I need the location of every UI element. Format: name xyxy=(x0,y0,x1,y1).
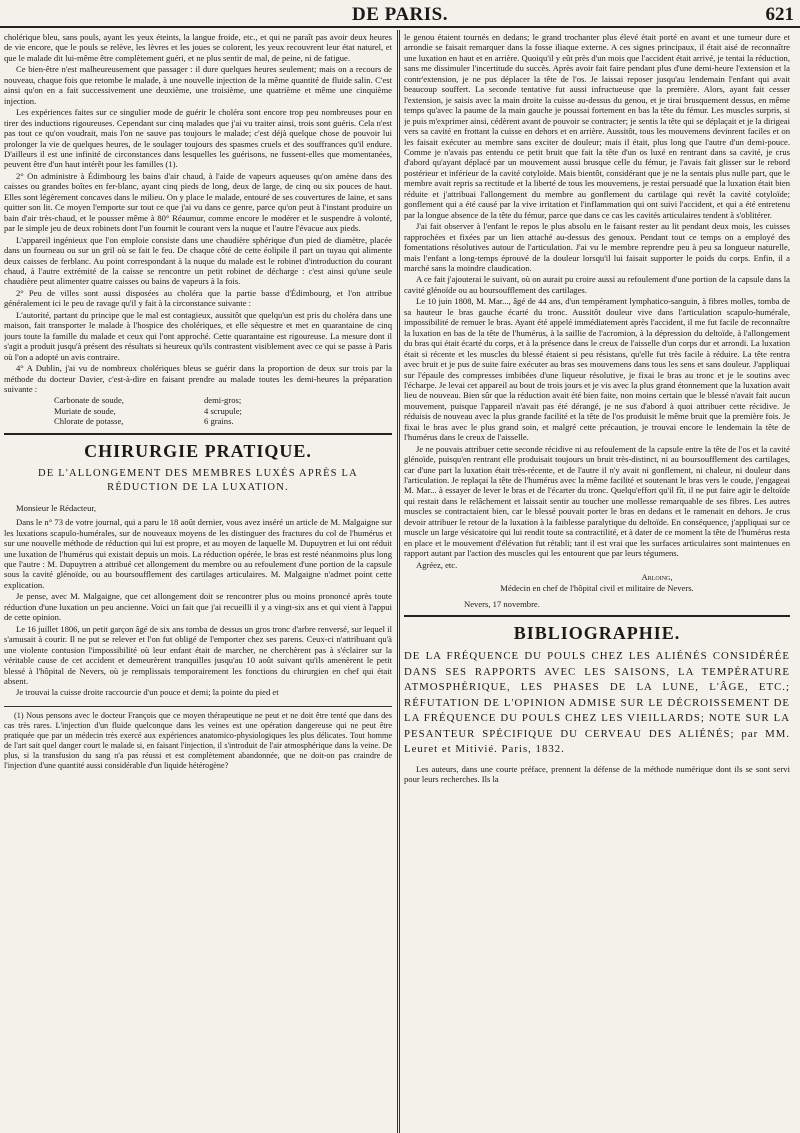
section-rule xyxy=(404,615,790,617)
paragraph: Je pense, avec M. Malgaigne, que cet allongement doit se rencontrer plus ou moins prononcé après toute réduction d'une luxation un peu ancienne. Voici un fait que j'ai recueilli il y a vingt-six ans et qui vient à l'appui de cette opinion. xyxy=(4,591,392,623)
salutation: Monsieur le Rédacteur, xyxy=(16,502,97,513)
recipe-list xyxy=(54,395,392,426)
right-column xyxy=(404,32,790,1127)
recipe-ingredient: Carbonate de soude, xyxy=(54,395,124,406)
paragraph: 4° A Dublin, j'ai vu de nombreux cholériques bleus se guérir dans la proportion de deux sur trois par la méthode du docteur Davier, c'est-à-dire en faisant prendre au malade toutes les demi-heures la préparation suivante : xyxy=(4,363,392,394)
paragraph: Les expériences faites sur ce singulier mode de guérir le choléra sont encore trop peu nombreuses pour en tirer des inductions rigoureuses. Cependant sur cinq malades que j'ai vu traiter ainsi, trois sont guéris. Cela n'est pas tout ce qu'on voudrait, mais l'on ne sauve pas toujours le malade; c'est déjà quelque chose de pouvoir lui prolonger la vie de quelques heures, de le soulager toujours des spasmes cruels et des souffrances qu'il endure. D'ailleurs il est une infinité de circonstances dans lesquelles les guérisons, ne fussent-elles que momentanées, peuvent être d'un haut intérêt pour les familles (1). xyxy=(4,107,392,170)
paragraph: cholérique bleu, sans pouls, ayant les yeux éteints, la langue froide, etc., et qui ne paraît pas avoir deux heures de vie encore, que le pouls se relève, les lèvres et les joues se colorent, les yeux recouvrent leur état naturel, et que le malade dit lui-même être complètement guéri, et ne plus sentir de mal, de peine, ni de fatigue. xyxy=(4,32,392,63)
recipe-dose: 4 scrupule; xyxy=(204,405,242,416)
paragraph: J'ai fait observer à l'enfant le repos le plus absolu en le faisant rester au lit pendant deux mois, les cuisses rapprochées et fixées par un lien attaché au-dessus des genoux. Pendant tout ce temps on a employé des fomentations résolutives autour de l'articulation. J'ai vu le membre reprendre peu à peu sa longueur naturelle, mais l'enfant a long-temps éprouvé de la douleur lorsqu'il lui faisait supporter le poids du corps. Enfin, il a marché sans la moindre claudication. xyxy=(404,221,790,273)
recipe-line xyxy=(54,416,392,426)
running-title: DE PARIS. xyxy=(352,4,448,25)
paragraph: Agréez, etc. xyxy=(416,559,458,570)
paragraph: L'autorité, partant du principe que le mal est contagieux, aussitôt que quelqu'un est pris du choléra dans une maison, fait transporter le malade à l'hospice des cholériques, et elle séquestre et met en quarantaine de cinq jours toute la famille du malade et ceux qui l'ont approché. Cette quarantaine est rigoureuse. La mesure dont il s'agit a produit jusqu'à présent des résultats si heureux qu'ils contrastent visiblement avec ce qui se passe à Paris où l'on a adopté un avis contraire. xyxy=(4,309,392,362)
paragraph: L'appareil ingénieux que l'on emploie consiste dans une chaudière sphérique d'un pied de diamètre, placée dans un fourneau ou sur un gril où se fait le feu. De chaque côté de cette éolipile il part un tuyau qui alimente deux caisses de ferblanc. Au point correspondant à la nuque du malade est le robinet d'introduction du courant chaud, à l'autre extrémité de la caisse se rencontre un petit robinet de décharge : c'est ainsi qu'une seule chaudière peut alimenter quatre caisses ou bains de vapeurs à la fois. xyxy=(4,234,392,287)
page-number: 621 xyxy=(765,4,794,25)
recipe-dose: demi-gros; xyxy=(204,395,242,406)
signature-title: Médecin en chef de l'hôpital civil et militaire de Nevers. xyxy=(500,582,694,593)
paragraph: Dans le n° 73 de votre journal, qui a paru le 18 août dernier, vous avez inséré un article de M. Malgaigne sur les luxations scapulo-humérales, sur de nouveaux moyens de les distinguer des fractures du col de l'humérus et sur une nouvelle méthode de réduction qui lui est propre, et au moyen de laquelle M. Dupuytren et lui ont réduit une luxation de l'humérus qui existait depuis un mois. La réduction opérée, le bras est resté néanmoins plus long que l'autre : M. Dupuytren a attribué cet allongement du membre ou au refoulement d'une portion de la capsule sous la cavité glénoïde, ou au boursoufflement des cartilages articulaires. M. Malgaigne n'admet point cette explication. xyxy=(4,517,392,590)
paragraph: Les auteurs, dans une courte préface, prennent la défense de la méthode numérique dont ils se sont servi pour leurs recherches. Ils la xyxy=(404,763,790,785)
footnote xyxy=(4,711,392,772)
page-header xyxy=(0,0,800,26)
signature xyxy=(404,572,790,593)
left-column xyxy=(4,32,392,1127)
header-rule xyxy=(0,26,800,28)
footnote-text: (1) Nous pensons avec le docteur François que ce moyen thérapeutique ne peut et ne doit être tenté que dans des cas très rares. L'injection d'un fluide quelconque dans les veines est une opération dangereuse qui ne peut être pratiquée que par un médecin très exercé aux expériences anatomico-physiologiques les plus délicates. Tout homme de l'art sait quel danger court le malade si, en faisant l'injection, il s'introduit de l'air atmosphérique dans la veine. De plus, si la transfusion du sang n'a pas réussi et est complètement abandonnée, que ne doit-on pas craindre de l'injection d'une quantité aussi considérable d'un liquide hétérogène? xyxy=(4,710,392,771)
paragraph: 2° On administre à Édimbourg les bains d'air chaud, à l'aide de vapeurs aqueuses qu'on amène dans des caisses ou grandes boîtes en fer-blanc, ayant cinq pieds de long, deux de large, de cinq ou six pouces de haut. Elles sont légèrement concaves dans le milieu. On y place le malade, entouré de ses couvertures de laine, et sans quitter son lit. Ce moyen l'emporte sur tout ce que j'ai vu dans ce genre, parce qu'on peut à l'instant produire un bain d'air très-chaud, et le pousser même à 80° Réaumur, comme encore le modérer et le suspendre à volonté, par le simple jeu de deux robinets dont l'un fournit le courant vers la nuque et l'autre l'évacue aux pieds. xyxy=(4,170,392,234)
section-title: CHIRURGIE PRATIQUE. xyxy=(84,440,312,461)
section-subtitle: DE L'ALLONGEMENT DES MEMBRES LUXÉS APRÈS LA RÉDUCTION DE LA LUXATION. xyxy=(38,467,358,493)
recipe-ingredient: Chlorate de potasse, xyxy=(54,416,124,427)
bibliography-heading: DE LA FRÉQUENCE DU POULS CHEZ LES ALIÉNÉS CONSIDÉRÉE DANS SES RAPPORTS AVEC LES SAISONS, LA TEMPÉRATURE ATMOSPHÉRIQUE, LES PHASES DE LA LUNE, L'ÂGE, ETC.; RÉFUTATION DE L'OPINION ADMISE SUR LE DÉCROISSEMENT DE LA FRÉQUENCE DU POULS CHEZ LES VIEILLARDS; NOTE SUR LA PESANTEUR SPÉCIFIQUE DU CERVEAU DES ALIÉNÉS; par MM. Leuret et Mitivié. Paris, 1832. xyxy=(404,650,790,756)
paragraph: Je trouvai la cuisse droite raccourcie d'un pouce et demi; la pointe du pied et xyxy=(16,687,279,698)
paragraph: Le 10 juin 1808, M. Mar..., âgé de 44 ans, d'un tempérament lymphatico-sanguin, à fibres molles, tomba de sa hauteur le bras gauche écarté du tronc. Aussitôt douleur vive dans l'articulation scapulo-humérale, impossibilité de remuer le bras. Ayant été appelé immédiatement après l'accident, il me fut facile de reconnaître la luxation en bas de la tête de l'humérus, à la saillie de l'acromion, à la dépression du deltoïde, à l'allongement du bras qui était écarté du corps, et à la présence dans le creux de l'aisselle d'un corps dur et arrondi. La luxation était si récente et les muscles du blessé étaient si peu résistans, qu'elle fut très facile à réduire. La tête rentra avec bruit et je pus de suite faire exécuter au bras ses mouvemens dans tous les sens et sans douleur. J'appliquai sur l'épaule des compresses imbibées d'une liqueur résolutive, je fixai le bras au tronc et je le soutins avec l'écharpe. Je levai cet appareil au bout de trois jours et je vis avec la plus grand étonnement que la luxation avait lieu de nouveau. Bien sûr que la réduction avait été bien faite, non moins certain que le blessé n'avait fait aucun mouvement, puisque l'appareil n'avait pas été dérangé, je ne sus d'abord à quoi attribuer cette récidive. Je réduisis de nouveau avec la plus grande facilité et la tête de l'os produisit le même bruit que la première fois. Je fixai le bras avec le plus grand soin, et malgré cette précaution, je trouvai encore le lendemain la tête de l'humérus dans le creux de l'aisselle. xyxy=(404,296,790,443)
recipe-line xyxy=(54,395,392,405)
recipe-dose: 6 grains. xyxy=(204,416,234,427)
paragraph: Je ne pouvais attribuer cette seconde récidive ni au refoulement de la capsule entre la tête de l'os et la cavité glénoïde, puisqu'en rentrant elle produisait toujours un bruit très-distinct, ni au boursoufflement des cartilages, car d'une part la luxation était très-récente, et de l'autre il n'y avait ni gonflement, ni chaleur, ni douleur dans l'articulation. Je replaçai la tête de l'humérus avec la même facilité et soutenant le bras vers le coude, j'engageai M. Mar... à essayer de lever le bras et de l'écarter du tronc. Quelqu'effort qu'il fît, il ne put faire agir le deltoïde qui restait dans le relâchement et laissait sentir au toucher une mollesse remarquable de ses fibres. Les autres muscles se contractaient bien, car le blessé pouvait porter le bras en dedans et le ramenait en dehors. Je crus devoir attribuer le retour de la luxation à la faiblesse paralytique du deltoïde. En conséquence, j'appliquai sur ce muscle un large vésicatoire qui lui rendit toute sa contractilité, et à dater de ce moment la tête de l'humérus resta en place et le mouvement d'élévation fut rétabli; tant il est vrai que les surfaces articulaires sont maintenues en rapport autant par l'action des muscles qui les entourent que par leurs tégumens. xyxy=(404,443,790,559)
section-rule xyxy=(4,433,392,435)
paragraph: Le 16 juillet 1806, un petit garçon âgé de six ans tomba de dessus un gros tronc d'arbre renversé, sur lequel il s'amusait à courir. Il ne put se relever et l'on fut obligé de l'emporter chez ses parens. Ceux-ci n'attribuant qu'à une violente contusion l'impossibilité où leur enfant était de marcher, ne cherchèrent pas à s'éclairer sur la véritable cause de cet accident et demeurèrent tranquilles jusqu'au 10 août suivant qu'ils amenèrent le petit blessé à l'hôpital de Nevers, où je remplissais temporairement les fonctions du chirurgien en chef qui était absent. xyxy=(4,623,392,687)
recipe-line xyxy=(54,406,392,416)
paragraph: 2° Peu de villes sont aussi disposées au choléra que la partie basse d'Édimbourg, et l'on attribue généralement ici le peu de ravage qu'il y fait à la circonstance suivante : xyxy=(4,287,392,309)
column-divider xyxy=(397,30,400,1133)
footnote-rule xyxy=(4,706,392,707)
paragraph: le genou étaient tournés en dedans; le grand trochanter plus élevé était porté en avant et une tumeur dure et arrondie se faisait remarquer dans la fosse iliaque externe. A ces signes principaux, il était aisé de reconnaître une luxation en haut et en arrière. Quoiqu'il y eût près d'un mois que l'accident était arrivé, je tentai la réduction, sans me dissimuler l'incertitude du succès. Après avoir fait faire pendant plus d'une demi-heure l'extension et la contr'extension, je ne pus déplacer la tête de l'os. Je laissai reposer jusqu'au lendemain l'enfant qui avait beaucoup souffert. La seconde tentative fut aussi infructueuse que la première. Alors, ayant fait cesser l'extension, je saisis avec la main droite la cuisse au-dessus du genou, et je tirai brusquement dessus, en même temps qu'avec la paume de la main gauche je poussai fortement en bas la tête du fémur. Les muscles surpris, si je puis m'exprimer ainsi, cédèrent avant de pouvoir se contracter; je sentis la tête qui se déplaçait et je la dirigeai vers sa cavité en frottant la cuisse en dehors et en arrière. Aussitôt, tous les mouvemens devinrent faciles et on les faisait exécuter au membre sans exciter de douleur; mais il était, plus long que l'autre d'un demi-pouce. Comme je n'avais pas entendu ce petit bruit que fait la tête d'un os luxé en rentrant dans sa cavité, je crus d'abord qu'ayant déplacé par un mouvement aussi brusque celle du fémur, je l'avais fait glisser sur le rebord postérieur et inférieur de la cavité cotyloïde. Mais bientôt, considérant que je ne la sentais plus nulle part, que le membre avait repris sa rectitude et la liberté de tous les mouvemens, je restai persuadé que la luxation était bien réduite et j'attribuai l'allongement du membre au gonflement du cartilage qui revêt la cavité cotyloïde; gonflement qui a été causé par la vive irritation et l'inflammation qui ont suivi l'accident, et qui a été entretenu par la longue absence de la tête du fémur, parce que dans ce cas les cavités articulaires tendent à s'oblitérer. xyxy=(404,32,790,220)
signature-name: Arloing, xyxy=(641,572,673,583)
recipe-ingredient: Muriate de soude, xyxy=(54,405,116,416)
bibliography-title: BIBLIOGRAPHIE. xyxy=(513,623,681,644)
place-date: Nevers, 17 novembre. xyxy=(464,599,540,610)
paragraph: A ce fait j'ajouterai le suivant, où on aurait pu croire aussi au refoulement d'une portion de la capsule dans la cavité glénoïde ou au boursoufflement des cartilages. xyxy=(404,274,790,295)
paragraph: Ce bien-être n'est malheureusement que passager : il dure quelques heures seulement; mais on a recours de nouveau, chaque fois que retombe le malade, à une nouvelle injection de la même quantité de fluide salin. C'est ainsi qu'on en a fait successivement une deuxième, une troisième, une quatrième et même une cinquième injection. xyxy=(4,64,392,106)
